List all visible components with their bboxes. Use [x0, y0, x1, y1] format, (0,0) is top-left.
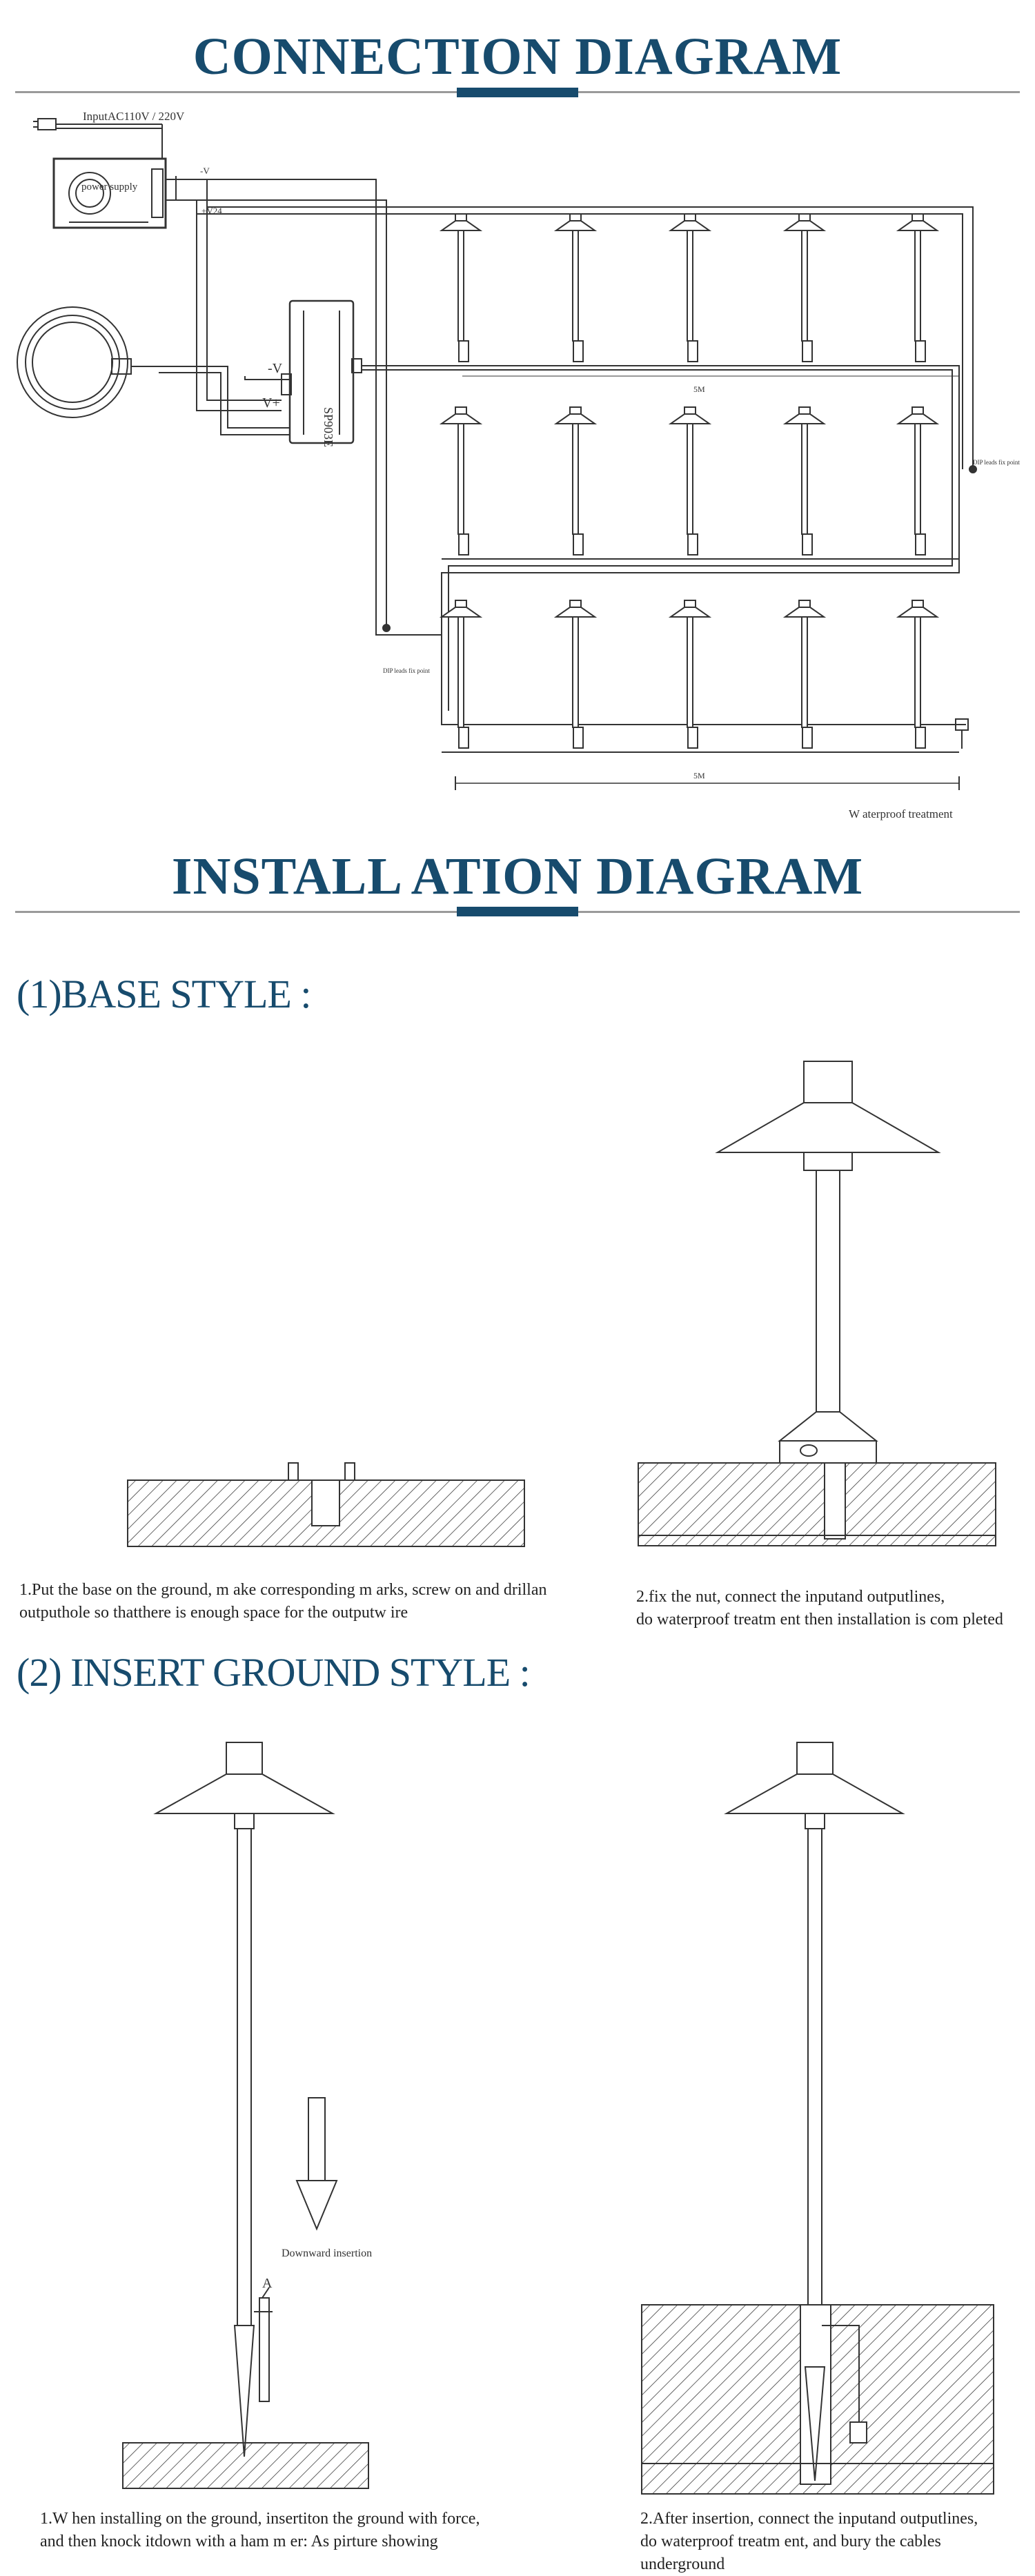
base-style-diagram	[0, 1028, 1035, 1566]
power-supply-label: power supply	[81, 181, 138, 193]
lamp-icon	[442, 600, 480, 748]
lamp-icon	[898, 407, 937, 555]
side-note-1: DIP leads fix point	[973, 459, 1020, 466]
insert-style-title: (2) INSERT GROUND STYLE :	[17, 1650, 530, 1695]
lamp-icon	[671, 214, 709, 362]
lamp-icon	[718, 1061, 938, 1463]
lamp-icon	[442, 214, 480, 362]
controller-icon	[282, 301, 362, 443]
lamp-icon	[556, 407, 595, 555]
lamp-icon	[556, 214, 595, 362]
distance-bottom: 5M	[693, 771, 705, 780]
power-supply-icon	[54, 159, 166, 228]
lamp-icon	[785, 214, 824, 362]
ctrl-v-neg: -V	[268, 361, 283, 376]
input-label: InputAC110V / 220V	[83, 110, 185, 123]
insert-style-diagram	[0, 1711, 1035, 2526]
arrow-down-icon	[297, 2098, 337, 2229]
lamp-icon	[671, 407, 709, 555]
distance-top: 5M	[693, 384, 705, 394]
lamp-icon	[898, 214, 937, 362]
side-note-2: DIP leads fix point	[383, 667, 430, 674]
installation-accent-bar	[457, 907, 578, 916]
base-step1: 1.Put the base on the ground, m ake corresponding m arks, screw on and drillan outputhole so thatthere is enough space for the outputw ire	[19, 1581, 547, 1622]
insert-step1: 1.W hen installing on the ground, insertiton the ground with force, and then knock itdown with a ham m er: As pirture showing	[40, 2510, 480, 2550]
connection-title: CONNECTION DIAGRAM	[193, 28, 842, 86]
waterproof-label: W aterproof treatment	[849, 807, 953, 820]
remote-icon	[17, 307, 159, 417]
downward-label: Downward insertion	[282, 2248, 373, 2259]
connection-diagram	[0, 104, 1035, 835]
base-style-title: (1)BASE STYLE :	[17, 972, 311, 1016]
installation-title: INSTALL ATION DIAGRAM	[171, 847, 864, 905]
lamp-icon	[442, 407, 480, 555]
point-label: A	[262, 2276, 273, 2291]
controller-model: SP903E	[322, 407, 335, 448]
ctrl-v-pos: V+	[262, 395, 280, 411]
lamp-icon	[556, 600, 595, 748]
connection-accent-bar	[457, 88, 578, 97]
neg-label: -V	[200, 166, 210, 176]
lamp-icon	[671, 600, 709, 748]
lamp-icon-right	[727, 1742, 903, 2367]
base-step2: 2.fix the nut, connect the inputand outputlines, do waterproof treatm ent then installation is com pleted	[636, 1588, 1003, 1629]
plug-icon	[33, 119, 162, 159]
pos-label: +V24	[201, 206, 222, 216]
lamp-icon	[785, 600, 824, 748]
lamp-icon	[785, 407, 824, 555]
lamp-icon-left	[156, 1742, 333, 2457]
lamp-icon	[898, 600, 937, 748]
insert-step2: 2.After insertion, connect the inputand outputlines, do waterproof treatm ent, and bury the cables underground	[640, 2510, 978, 2573]
